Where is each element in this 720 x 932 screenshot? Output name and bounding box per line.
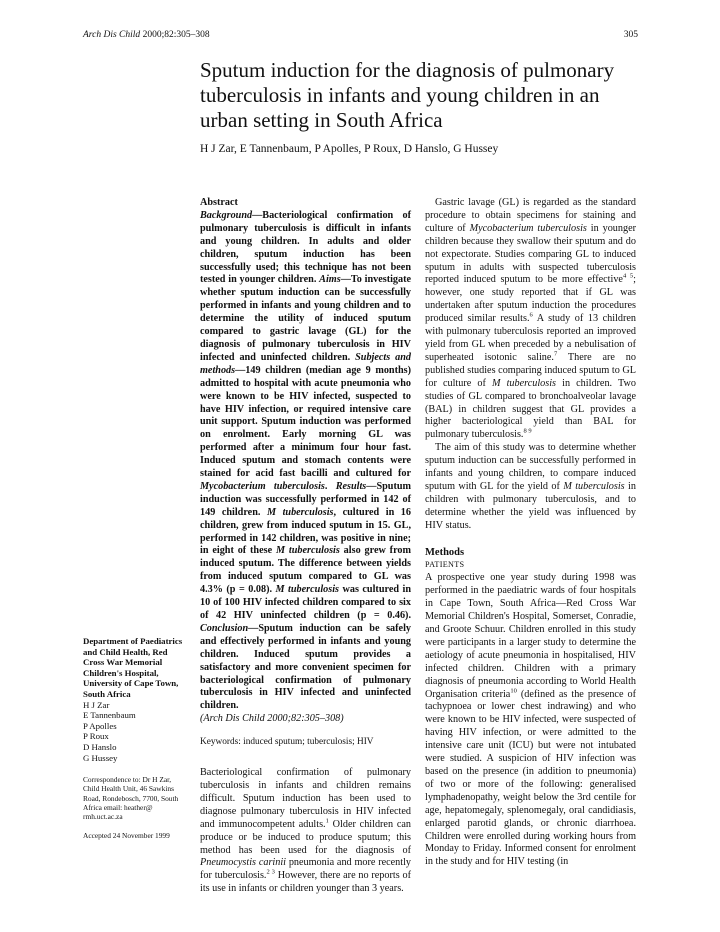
abstract-column [200,197,411,896]
abstract-subjects-end: . [324,480,328,492]
body-text: in younger children because they swallow their sputum and do not expectorate. Studies comparing GL to induced sputum in adults with suspected tuberculosis reported induced sputum to be more effective [425,222,636,286]
abstract-results: —Sputum induction was successfully performed in 142 of 149 children. [200,480,412,518]
body-text: Bacteriological confirmation of pulmonary tuberculosis in infants and children remains difficult. Sputum induction has been used to diagnose pulmonary tuberculosis in HIV infected and immunocompetent adults. [200,767,411,830]
body-paragraph [425,197,636,442]
page-number: 305 [623,30,638,40]
body-text: in children with pulmonary tuberculosis, and to determine whether the yield was influenced by HIV status. [425,480,636,531]
reference-marker: 10 [510,687,517,695]
abstract-results-label: Results [335,480,367,492]
running-header-journal [83,30,210,40]
abstract-aims-label: Aims [319,274,341,286]
reference-marker: 6 [529,311,533,319]
correspondence: Correspondence to: Dr H Zar, Child Health Unit, 46 Sawkins Road, Rondebosch, 7700, South Africa email: heather@ rmh.uct.ac.za [83,775,179,821]
affiliation-author: D Hanslo [83,741,117,752]
organism-name: Mycobacterium tuberculosis [469,222,587,234]
abstract-conclusion: —Sputum induction can be safely and effectively performed in infants and young children. Induced sputum provides a satisfactory and more convenient specimen for bacteriological confirmation of pulmonary tuberculosis in HIV infected and uninfected children. [200,622,411,712]
abstract-conclusion-label: Conclusion [200,622,249,634]
body-text: Older children can produce or be induced to produce sputum; this method has been used for the diagnosis of [200,818,411,856]
affiliation-author: H J Zar [83,699,110,710]
reference-marker: 7 [553,350,558,358]
body-text: However, there are no reports of its use in infants or children younger than 3 years. [200,870,411,895]
abstract-heading: Abstract [200,197,238,208]
organism-name: Pneumocystis carinii [200,857,287,869]
body-paragraph [200,767,411,896]
abstract-subjects-label: Subjects and methods [200,351,411,376]
body-text: ; however, one study reported that if GL was undertaken after sputum induction the procedures produced similar results. [425,274,636,325]
organism-name: M tuberculosis [563,480,625,492]
body-text: A prospective one year study during 1998 was performed in the paediatric wards of four hospitals in Cape Town, South Africa—Red Cross War Memorial Children's Hospital, Somerset, Conradie, and Groote Schuur. Children enrolled in this study were participants in a larger study to determine the aetiology of acute pneumonia in hospitalised, HIV infected children. Children with a primary diagnosis of pneumonia according to World Health Organisation criteria [425,572,636,700]
journal-name: Arch Dis Child [83,30,141,40]
body-text: (defined as the presence of tachypnoea or lower chest indrawing) and who were known to be HIV infected, were suspected of having HIV infection, or were admitted to the intensive care unit (ICU) but were not intubated were studied. A suspicion of HIV infection was based on the presence (in addition to pneumonia) of two or more of the following: generalised lymphadenopathy, weight below the 3rd centile for age, hepatomegaly, splenomegaly, oral candidiasis, enlarged parotid glands, or chronic diarrhoea. Children were enrolled during working hours from Monday to Friday. Informed consent for enrolment in the study and for HIV testing (in [425,688,637,868]
body-right-column [425,197,636,869]
body-paragraph [425,572,636,869]
reference-marker: 4 5 [622,273,634,281]
organism-name: M tuberculosis [275,545,340,557]
abstract-background: —Bacteriological confirmation of pulmonary tuberculosis is difficult in infants and young children. In adults and older children, sputum induction has been successfully used; this technique has not been tested in younger children. [200,209,411,286]
abstract-background-label: Background [200,209,253,221]
affiliation-department: Department of Paediatrics and Child Health, Red Cross War Memorial Children's Hospital, University of Cape Town, South Africa [83,636,183,699]
article-title: Sputum induction for the diagnosis of pulmonary tuberculosis in infants and young children in an urban setting in South Africa [200,58,615,132]
body-text: There are no published studies comparing induced sputum to GL for culture of [425,351,636,389]
abstract-results: , cultured in 16 children, grew from induced sputum in 15. GL, performed in 142 children, was positive in nine; in eight of these [200,506,411,557]
organism-name: M tuberculosis [275,584,340,596]
reference-marker: 8 9 [523,427,532,435]
body-text: The aim of this study was to determine whether sputum induction can be successfully performed in infants and young children, to compare induced sputum with GL for the yield of [425,442,636,492]
author-list: H J Zar, E Tannenbaum, P Apolles, P Roux, D Hanslo, G Hussey [200,143,499,155]
body-text: pneumonia and more recently for tuberculosis. [200,857,412,882]
reference-marker: 1 [325,817,329,825]
organism-name: M tuberculosis [266,506,334,518]
affiliation-column [83,636,187,842]
abstract-subjects: —149 children (median age 9 months) admitted to hospital with acute pneumonia who were known to be HIV infected, suspected to have HIV infection, or required intensive care unit support. Sputum induction was performed on enrolment. Early morning GL was performed after a minimum four hour fast. Induced sputum and stomach contents were stained for acid fast bacilli and cultured for [200,364,411,480]
affiliation-author: E Tannenbaum [83,710,136,721]
abstract [200,197,411,726]
section-heading-methods: Methods [425,546,465,558]
organism-name: M tuberculosis [491,377,557,389]
abstract-aims: —To investigate whether sputum induction can be successfully performed in infants and young children and to determine the utility of induced sputum compared to gastric lavage (GL) for the diagnosis of pulmonary tuberculosis in HIV infected and uninfected children. [200,274,412,363]
body-paragraph [425,442,636,532]
keywords: Keywords: induced sputum; tuberculosis; HIV [200,737,374,748]
affiliation-author: P Roux [83,731,109,742]
abstract-citation: (Arch Dis Child 2000;82:305–308) [200,713,344,725]
abstract-results: was cultured in 10 of 100 HIV infected children compared to six of 42 HIV uninfected children (p = 0.46). [200,584,411,621]
affiliation-author: P Apolles [83,720,117,731]
organism-name: Mycobacterium tuberculosis [200,480,325,492]
body-text: A study of 13 children with pulmonary tuberculosis reported an improved yield from GL when preceded by a nebulisation of superheated isotonic saline. [425,313,636,363]
abstract-results: also grew from induced sputum. The difference between yields from induced sputum compared to GL was 4.3% (p = 0.08). [200,545,411,596]
journal-volume: 2000;82:305–308 [142,30,210,40]
accepted-date: Accepted 24 November 1999 [83,831,170,841]
reference-marker: 2 3 [266,868,275,876]
body-text: in children. Two studies of GL compared to bronchoalveolar lavage (BAL) in children suggest that GL provides a higher bacteriological yield than BAL for pulmonary tuberculosis. [425,377,636,441]
body-text: Gastric lavage (GL) is regarded as the standard procedure to obtain specimens for staining and culture of [425,197,636,234]
subsection-heading-patients: PATIENTS [425,560,465,570]
affiliation-author: G Hussey [83,752,118,763]
